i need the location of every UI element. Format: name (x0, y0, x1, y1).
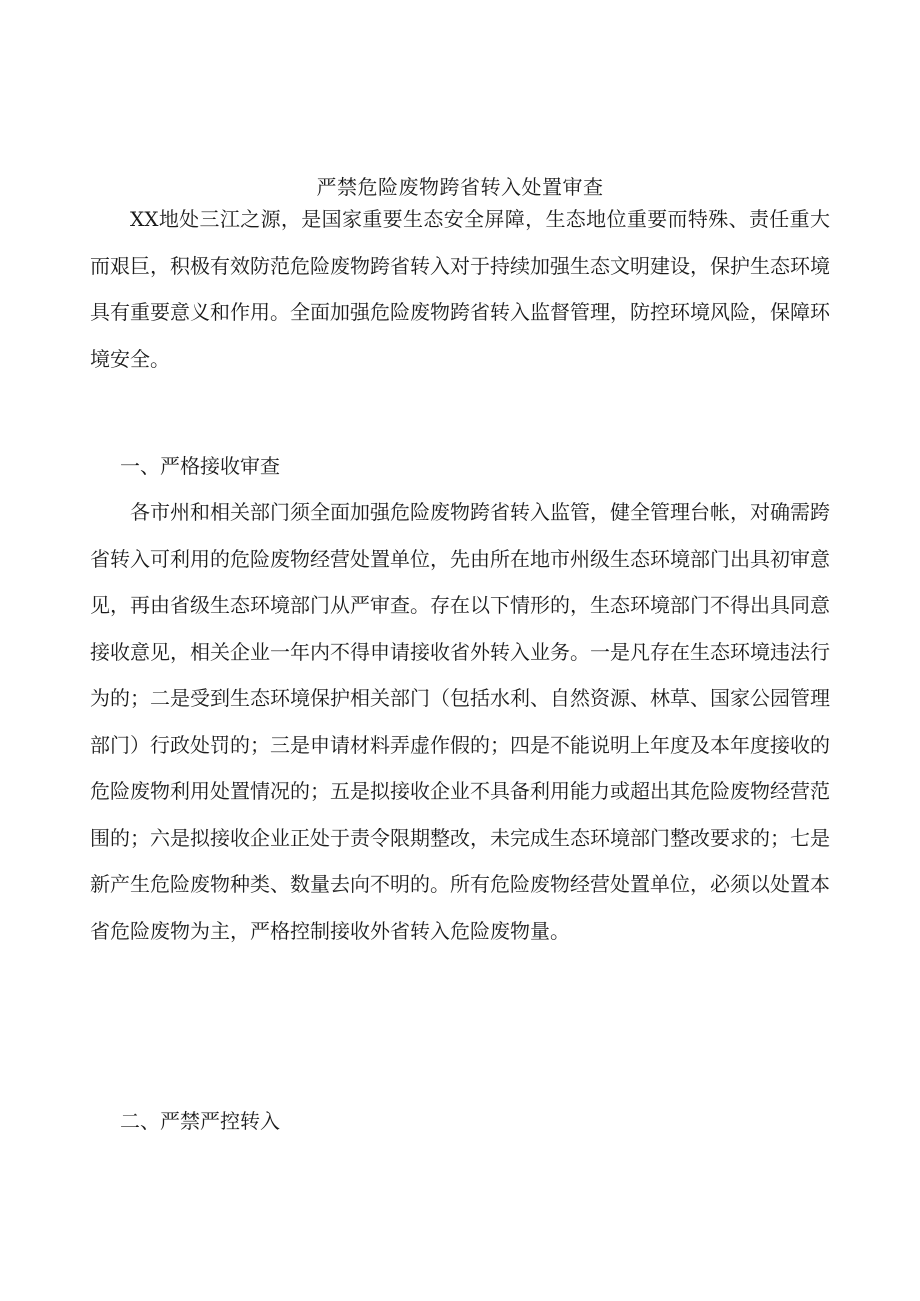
section-heading-2: 二、严禁严控转入 (120, 1109, 280, 1133)
document-title: 严禁危险废物跨省转入处置审查 (316, 175, 604, 199)
intro-paragraph: XX地处三江之源，是国家重要生态安全屏障，生态地位重要而特殊、责任重大而艰巨，积极有效防范危险废物跨省转入对于持续加强生态文明建设，保护生态环境具有重要意义和作用。全面加强危险废物跨省转入监督管理，防控环境风险，保障环境安全。 (90, 207, 830, 371)
section-1-paragraph: 各市州和相关部门须全面加强危险废物跨省转入监管，健全管理台帐，对确需跨省转入可利用的危险废物经营处置单位，先由所在地市州级生态环境部门出具初审意见，再由省级生态环境部门从严审查。存在以下情形的，生态环境部门不得出具同意接收意见，相关企业一年内不得申请接收省外转入业务。一是凡存在生态环境违法行为的；二是受到生态环境保护相关部门（包括水利、自然资源、林草、国家公园管理部门）行政处罚的；三是申请材料弄虚作假的；四是不能说明上年度及本年度接收的危险废物利用处置情况的；五是拟接收企业不具备利用能力或超出其危险废物经营范围的；六是拟接收企业正处于责令限期整改，未完成生态环境部门整改要求的；七是新产生危险废物种类、数量去向不明的。所有危险废物经营处置单位，必须以处置本省危险废物为主，严格控制接收外省转入危险废物量。 (90, 500, 830, 943)
section-heading-1: 一、严格接收审查 (120, 454, 280, 478)
